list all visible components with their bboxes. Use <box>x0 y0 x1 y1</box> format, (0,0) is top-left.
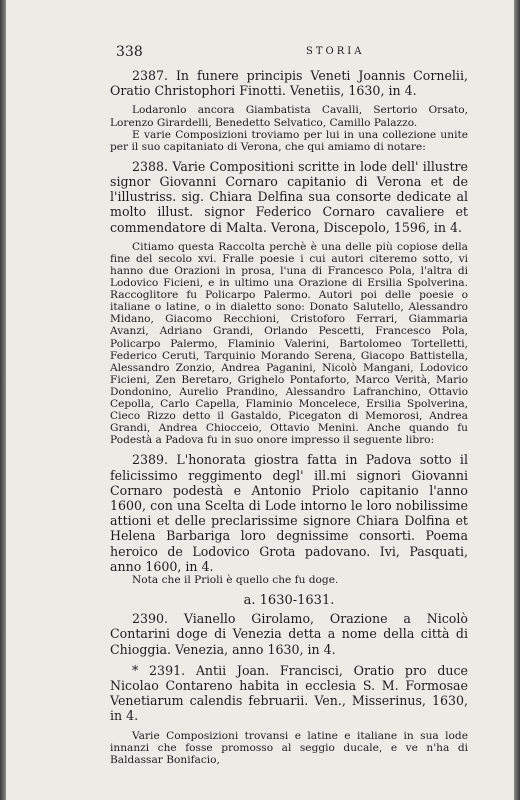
note-2387-continued: E varie Composizioni troviamo per lui in una collezione unite per il suo capitaniato di Verona, che qui amiamo di notare: <box>110 128 468 153</box>
page-number: 338 <box>116 44 143 60</box>
note-2388: Citiamo questa Raccolta perchè è una delle più copiose della fine del secolo xvi. Fralle poesie i cui autori citeremo sotto, vi hanno due Orazioni in prosa, l'una di Francesco Pola, l'altra di Lodovico Ficieni, e in ultimo una Orazione di Ersilia Spolverina. Raccoglitore fu Policarpo Palermo. Autori poi delle poesie o italiane o latine, o in dialetto sono: Donato Salutello, Alessandro Midano, Giacomo Recchioni, Cristoforo Ferrari, Giammaria Avanzi, Adriano Grandi, Orlando Pescetti, Francesco Pola, Policarpo Palermo, Flaminio Valerini, Bartolomeo Tortelletti, Federico Ceruti, Tarquinio Morando Serena, Giacopo Battistella, Alessandro Zonzio, Andrea Paganini, Nicolò Mangani, Lodovico Ficieni, Zen Beretaro, Grighelo Pontaforto, Marco Verità, Mario Dondonino, Aurelio Prandino, Alessandro Lafranchino, Ottavio Cepolla, Carlo Capella, Flaminio Moncelece, Ersilia Spolverina, Cieco Rizzo detto il Gastaldo, Picegaton di Memorosi, Andrea Grandi, Andrea Chiocceio, Ottavio Menini. Anche quando fu Podestà a Padova fu in suo onore impresso il seguente libro: <box>110 240 468 447</box>
scan-right-edge <box>514 0 520 800</box>
running-head: STORIA <box>306 46 365 57</box>
scan-left-edge <box>0 0 6 800</box>
entry-2387: 2387. In funere principis Veneti Joannis Cornelii, Oratio Christophori Finotti. Venetiis, 1630, in 4. <box>110 68 468 99</box>
entry-2388: 2388. Varie Compositioni scritte in lode dell' illustre signor Giovanni Cornaro capitanio di Verona et de l'illustriss. sig. Chiara Delfina sua consorte dedicate al molto illust. signor Federico Cornaro cavaliere et commendatore di Malta. Verona, Discepolo, 1596, in 4. <box>110 158 468 235</box>
entry-2391: * 2391. Antii Joan. Francisci, Oratio pro duce Nicolao Contareno habita in ecclesia S. M. Formosae Venetiarum calendis februarii. Ven., Misserinus, 1630, in 4. <box>110 662 468 724</box>
entry-2389: 2389. L'honorata giostra fatta in Padova sotto il felicissimo reggimento degl' ill.mi signori Giovanni Cornaro podestà e Antonio Priolo capitanio l'anno 1600, con una Scelta di Lode intorno le loro nobilissime attioni et delle preclarissime signore Chiara Dolfina et Helena Barbariga loro degnissime consorti. Poema heroico de Lodovico Grota padovano. Ivi, Pasquati, anno 1600, in 4. <box>110 452 468 574</box>
entry-2390: 2390. Vianello Girolamo, Orazione a Nicolò Contarini doge di Venezia detta a nome della città di Chioggia. Venezia, anno 1630, in 4. <box>110 611 468 657</box>
note-2389: Nota che il Prioli è quello che fu doge. <box>132 574 339 587</box>
note-2391: Varie Composizioni trovansi e latine e italiane in sua lode innanzi che fosse promosso al seggio ducale, e ve n'ha di Baldassar Bonifacio, <box>110 729 468 766</box>
section-heading: a. 1630-1631. <box>243 593 335 609</box>
page-header <box>0 44 520 64</box>
page-body <box>110 68 468 766</box>
note-2387: Lodaronlo ancora Giambatista Cavalli, Sertorio Orsato, Lorenzo Girardelli, Benedetto Selvatico, Camillo Palazzo. <box>110 104 468 129</box>
